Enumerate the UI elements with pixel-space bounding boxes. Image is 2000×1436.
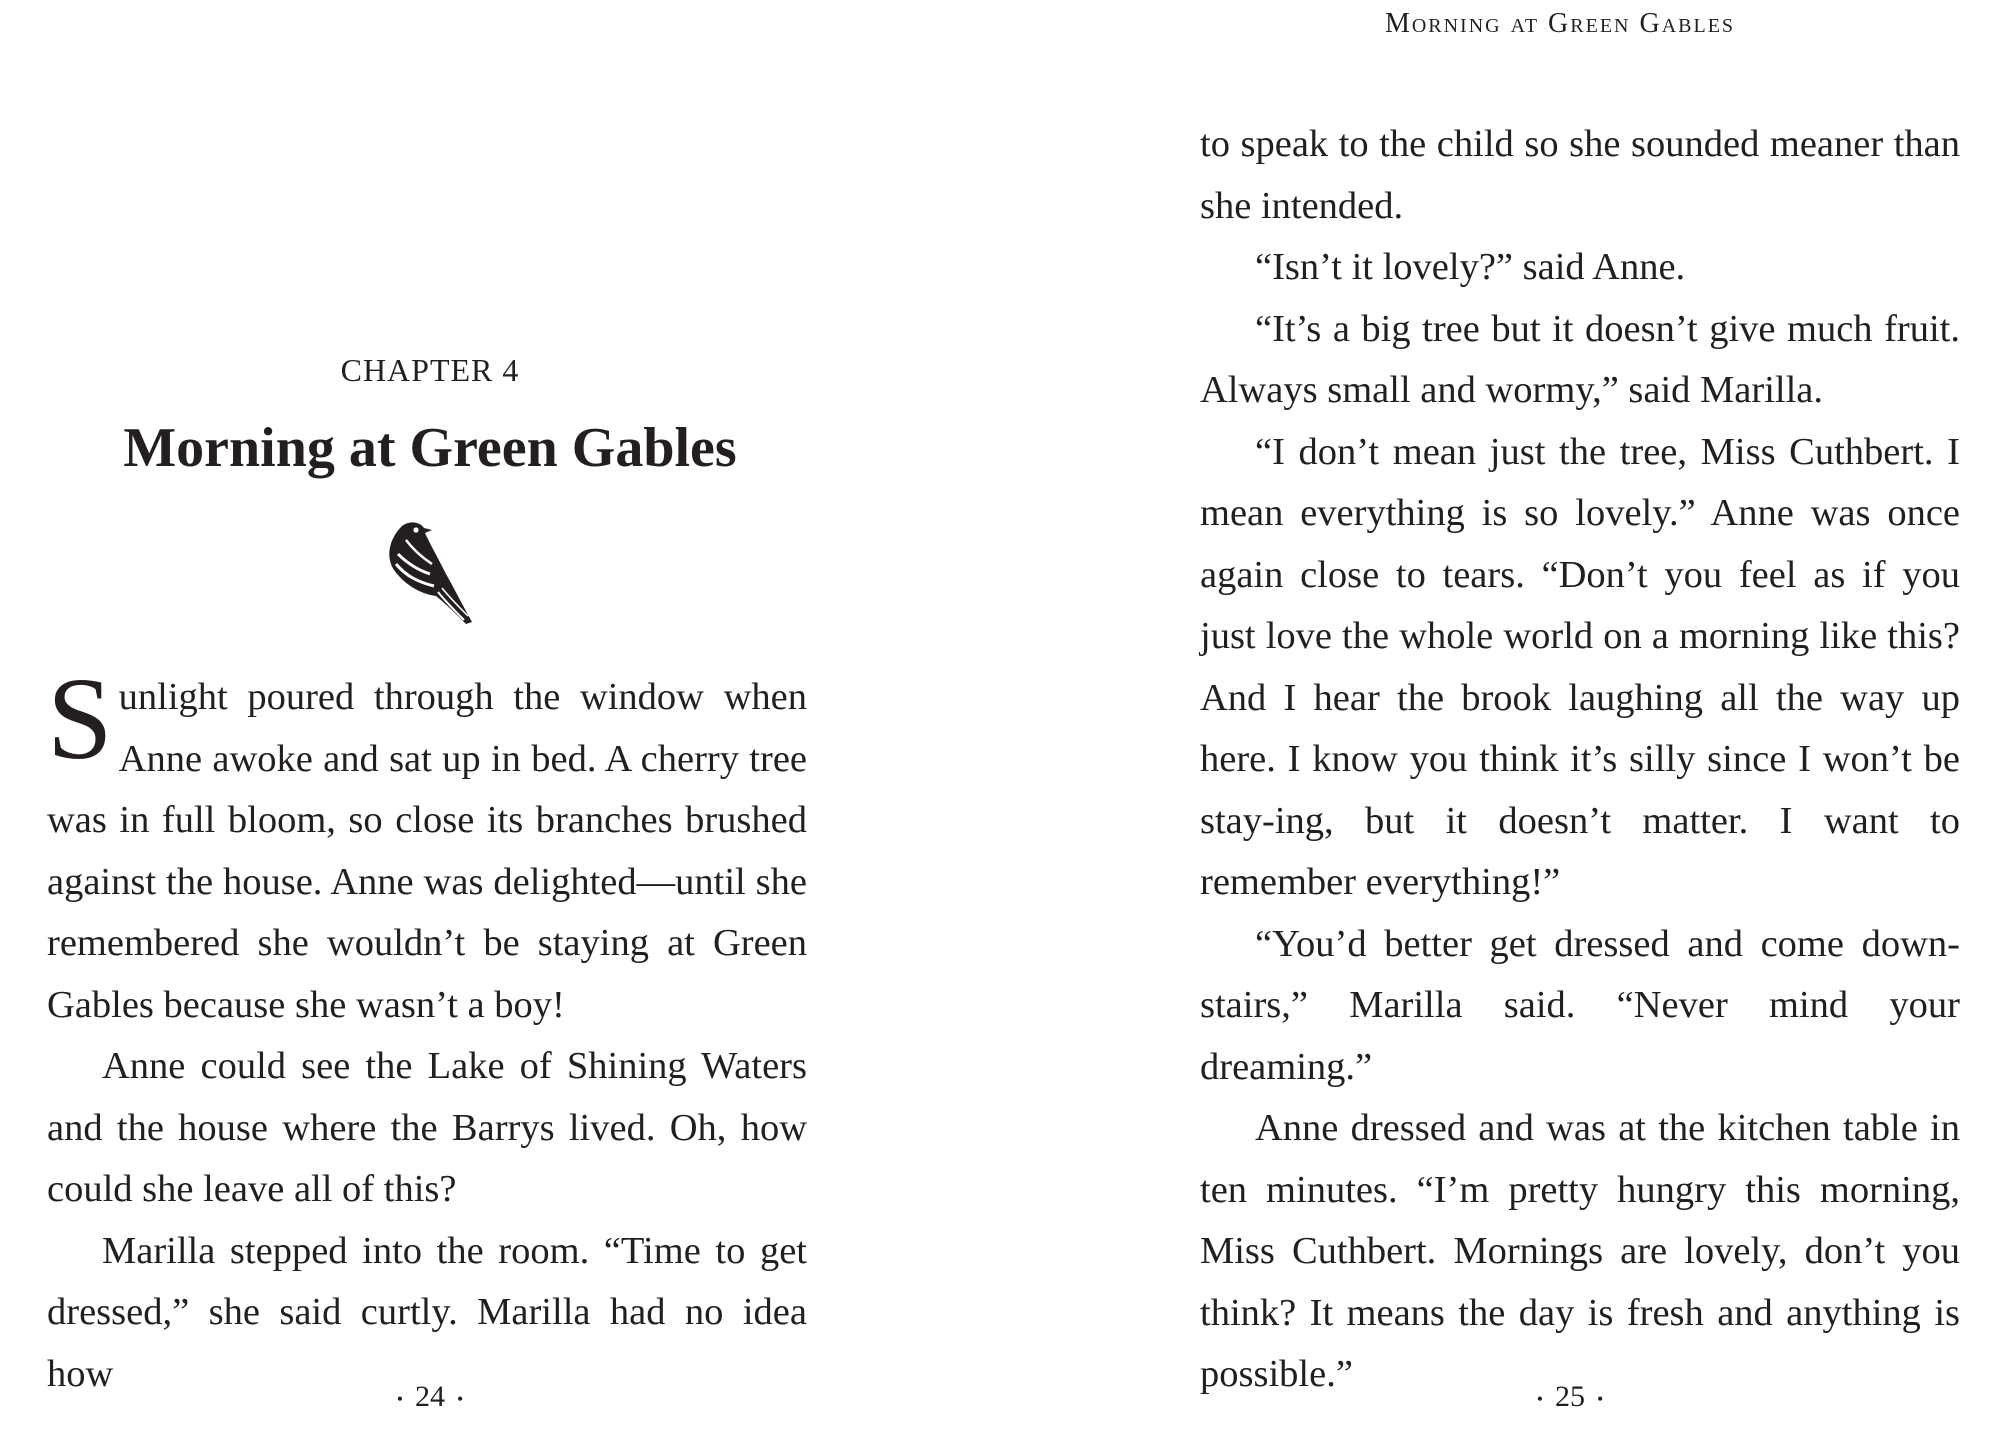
paragraph: “Isn’t it lovely?” said Anne. [1255, 246, 1686, 288]
chapter-title: Morning at Green Gables [123, 417, 737, 479]
paragraph: “You’d better get dressed and come down-stairs,” Marilla said. “Never mind your dreaming.” [1200, 922, 1960, 1088]
paragraph: “It’s a big tree but it doesn’t give much fruit. Always small and wormy,” said Marilla. [1200, 307, 1960, 411]
opening-paragraph [47, 653, 807, 1036]
right-text-block [1200, 114, 1960, 1406]
continued-paragraph: to speak to the child so she sounded meaner than she intended. [1200, 123, 1960, 227]
page-number-value: 25 [1555, 1380, 1585, 1413]
paragraph: “I don’t mean just the tree, Miss Cuthbert. I mean everything is so lovely.” Anne was once again close to tears. “Don’t you feel as if you just love the whole world on a morning like this? And I hear the brook laughing all the way up here. I know you think it’s silly since I won’t be stay-ing, but it doesn’t matter. I want to remember everything!” [1200, 430, 1960, 903]
folio-dot: • [1597, 1389, 1604, 1410]
paragraph-text: unlight poured through the window when Anne awoke and sat up in bed. A cherry tree was in full bloom, so close its branches brushed against the house. Anne was delighted—until she remembered she wouldn’t be staying at Green Gables because she wasn’t a boy! [47, 676, 807, 1026]
page-number-value: 24 [415, 1380, 445, 1413]
right-page [1140, 0, 2000, 1436]
folio-dot: • [457, 1389, 464, 1410]
folio-dot: • [1536, 1389, 1543, 1410]
paragraph: Anne dressed and was at the kitchen table in ten minutes. “I’m pretty hungry this morning, Miss Cuthbert. Mornings are lovely, don’t you think? It means the day is fresh and anything is possible.” [1200, 1107, 1960, 1395]
paragraph: Marilla stepped into the room. “Time to get dressed,” she said curtly. Marilla had no idea how [47, 1229, 807, 1395]
left-text-block [47, 653, 807, 1405]
page-number [1140, 1382, 2000, 1414]
paragraph: Anne could see the Lake of Shining Waters and the house where the Barrys lived. Oh, how could she leave all of this? [47, 1045, 807, 1210]
chapter-label: CHAPTER 4 [340, 352, 520, 388]
bird-ornament-icon [380, 518, 475, 628]
page-number [0, 1382, 860, 1414]
left-page [0, 0, 860, 1436]
running-head: Morning at Green Gables [1384, 8, 1736, 39]
folio-dot: • [396, 1389, 403, 1410]
drop-cap: S [47, 653, 113, 784]
